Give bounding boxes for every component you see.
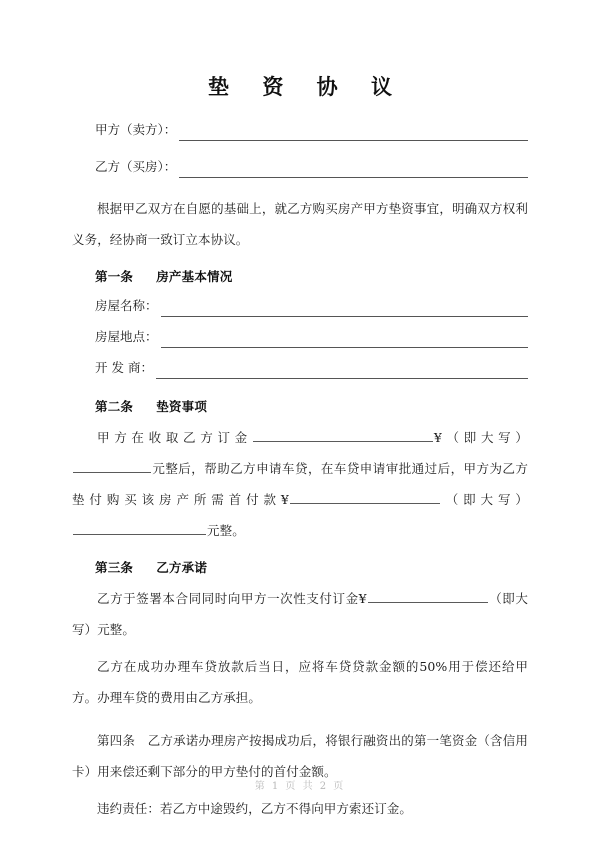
developer-field — [72, 354, 528, 385]
section-3-number: 第三条 — [95, 560, 134, 575]
house-location-label: 房屋地点： — [95, 329, 158, 344]
spacer — [72, 713, 528, 725]
preamble-paragraph: 根据甲乙双方在自愿的基础上，就乙方购买房产甲方垫资事宜，明确双方权利义务，经协商一致订立本协议。 — [72, 201, 528, 247]
party-a-field — [72, 116, 528, 147]
section-1-title: 房产基本情况 — [156, 269, 233, 284]
section-1-number: 第一条 — [95, 269, 134, 284]
page-title: 垫 资 协 议 — [208, 74, 405, 99]
liability-paragraph: 违约责任：若乙方中途毁约，乙方不得向甲方索还订金。 — [97, 801, 413, 816]
section-3-paragraph-2: 乙方在成功办理车贷放款后当日，应将车贷贷款金额的50%用于偿还给甲方。办理车贷的费用由乙方承担。 — [72, 659, 528, 705]
house-name-input-rule[interactable] — [161, 315, 528, 317]
section-2-text-d: （即大写） — [440, 492, 528, 507]
section-3-heading — [72, 552, 528, 583]
section-2-paragraph — [72, 422, 528, 546]
party-a-input-rule[interactable] — [179, 139, 528, 141]
party-b-label: 乙方（买房）： — [95, 159, 177, 174]
section-3-text-b: （即大写）元整。 — [72, 591, 528, 637]
section-3-title: 乙方承诺 — [156, 560, 208, 575]
page-footer: 第 1 页 共 2 页 — [254, 781, 346, 792]
downpayment-amount-words-rule[interactable] — [73, 523, 206, 535]
section-2-text-b: ¥（即大写） — [433, 430, 528, 445]
downpayment-amount-rule[interactable] — [290, 492, 440, 504]
house-location-input-rule[interactable] — [161, 346, 528, 348]
section-2-heading — [72, 391, 528, 422]
house-name-label: 房屋名称： — [95, 298, 158, 313]
section-2-text-c: 元整后，帮助乙方申请车贷，在车贷申请审批通过后，甲方为乙方垫付购买该房产所需首付款¥ — [72, 461, 528, 507]
section-3-paragraph-1 — [72, 583, 528, 645]
section-2-title: 垫资事项 — [156, 399, 208, 414]
section-2-number: 第二条 — [95, 399, 134, 414]
deposit-amount-rule[interactable] — [253, 430, 433, 442]
deposit-amount-words-rule[interactable] — [73, 461, 151, 473]
section-2-text-e: 元整。 — [207, 523, 245, 538]
party-b-field — [72, 153, 528, 184]
lumpsum-deposit-rule[interactable] — [368, 591, 488, 603]
house-name-field — [72, 292, 528, 323]
party-a-label: 甲方（卖方）： — [95, 122, 177, 137]
house-location-field — [72, 323, 528, 354]
spacer — [72, 184, 528, 193]
developer-label: 开 发 商： — [95, 360, 153, 375]
section-1-heading — [72, 261, 528, 292]
document-body — [72, 0, 528, 824]
section-3-text-a: 乙方于签署本合同同时向甲方一次性支付订金¥ — [97, 591, 367, 606]
developer-input-rule[interactable] — [156, 377, 528, 379]
party-b-input-rule[interactable] — [179, 176, 528, 178]
section-2-text-a: 甲方在收取乙方订金 — [97, 430, 252, 445]
section-4-paragraph-1: 第四条 乙方承诺办理房产按揭成功后，将银行融资出的第一笔资金（含信用卡）用来偿还剩下部分的甲方垫付的首付金额。 — [72, 733, 528, 779]
